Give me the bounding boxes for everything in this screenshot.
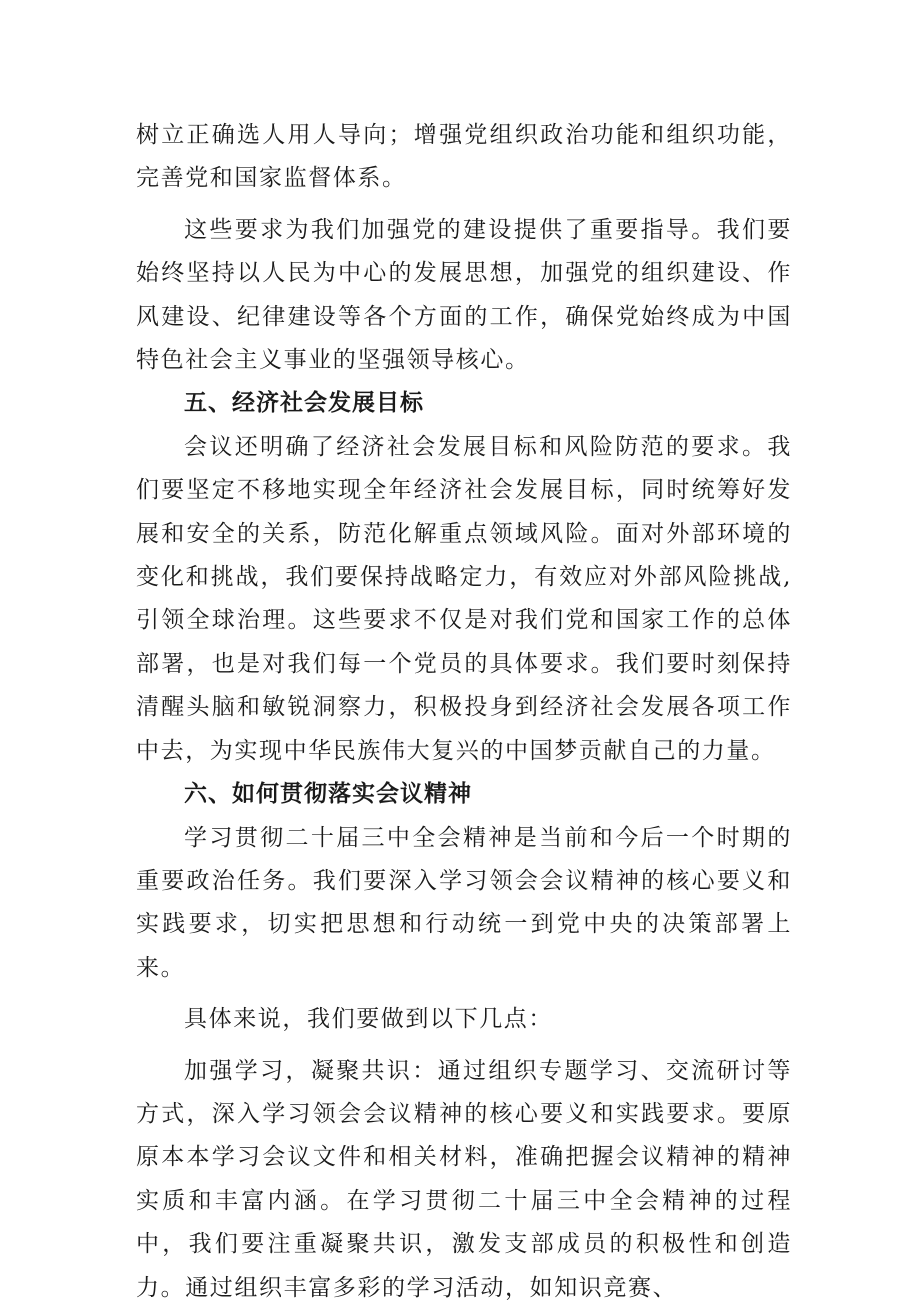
section-heading-5: 五、经济社会发展目标 [184,390,424,417]
paragraph-specifics-intro: 具体来说，我们要做到以下几点： [184,1006,553,1033]
paragraph-implementation: 学习贯彻二十届三中全会精神是当前和今后一个时期的重要政治任务。我们要深入学习领会会议精神的核心要义和实践要求，切实把思想和行动统一到党中央的决策部署上来。 [136,824,792,981]
paragraph-study-consensus: 加强学习，凝聚共识：通过组织专题学习、交流研讨等方式，深入学习领会会议精神的核心要义和实践要求。要原原本本学习会议文件和相关材料，准确把握会议精神的精神实质和丰富内涵。在学习贯彻二十届三中全会精神的过程中，我们要注重凝聚共识，激发支部成员的积极性和创造力。通过组织丰富多彩的学习活动，如知识竞赛、 [136,1057,792,1301]
paragraph-economic-goals: 会议还明确了经济社会发展目标和风险防范的要求。我们要坚定不移地实现全年经济社会发展目标，同时统筹好发展和安全的关系，防范化解重点领域风险。面对外部环境的变化和挑战，我们要保持战略定力，有效应对外部风险挑战,引领全球治理。这些要求不仅是对我们党和国家工作的总体部署，也是对我们每一个党员的具体要求。我们要时刻保持清醒头脑和敏锐洞察力，积极投身到经济社会发展各项工作中去，为实现中华民族伟大复兴的中国梦贡献自己的力量。 [136,433,792,764]
paragraph-party-building: 这些要求为我们加强党的建设提供了重要指导。我们要始终坚持以人民为中心的发展思想，加强党的组织建设、作风建设、纪律建设等各个方面的工作，确保党始终成为中国特色社会主义事业的坚强领导核心。 [136,216,792,374]
section-heading-6: 六、如何贯彻落实会议精神 [184,781,472,808]
paragraph-continued: 树立正确选人用人导向；增强党组织政治功能和组织功能，完善党和国家监督体系。 [136,122,792,192]
document-body [136,114,792,1310]
